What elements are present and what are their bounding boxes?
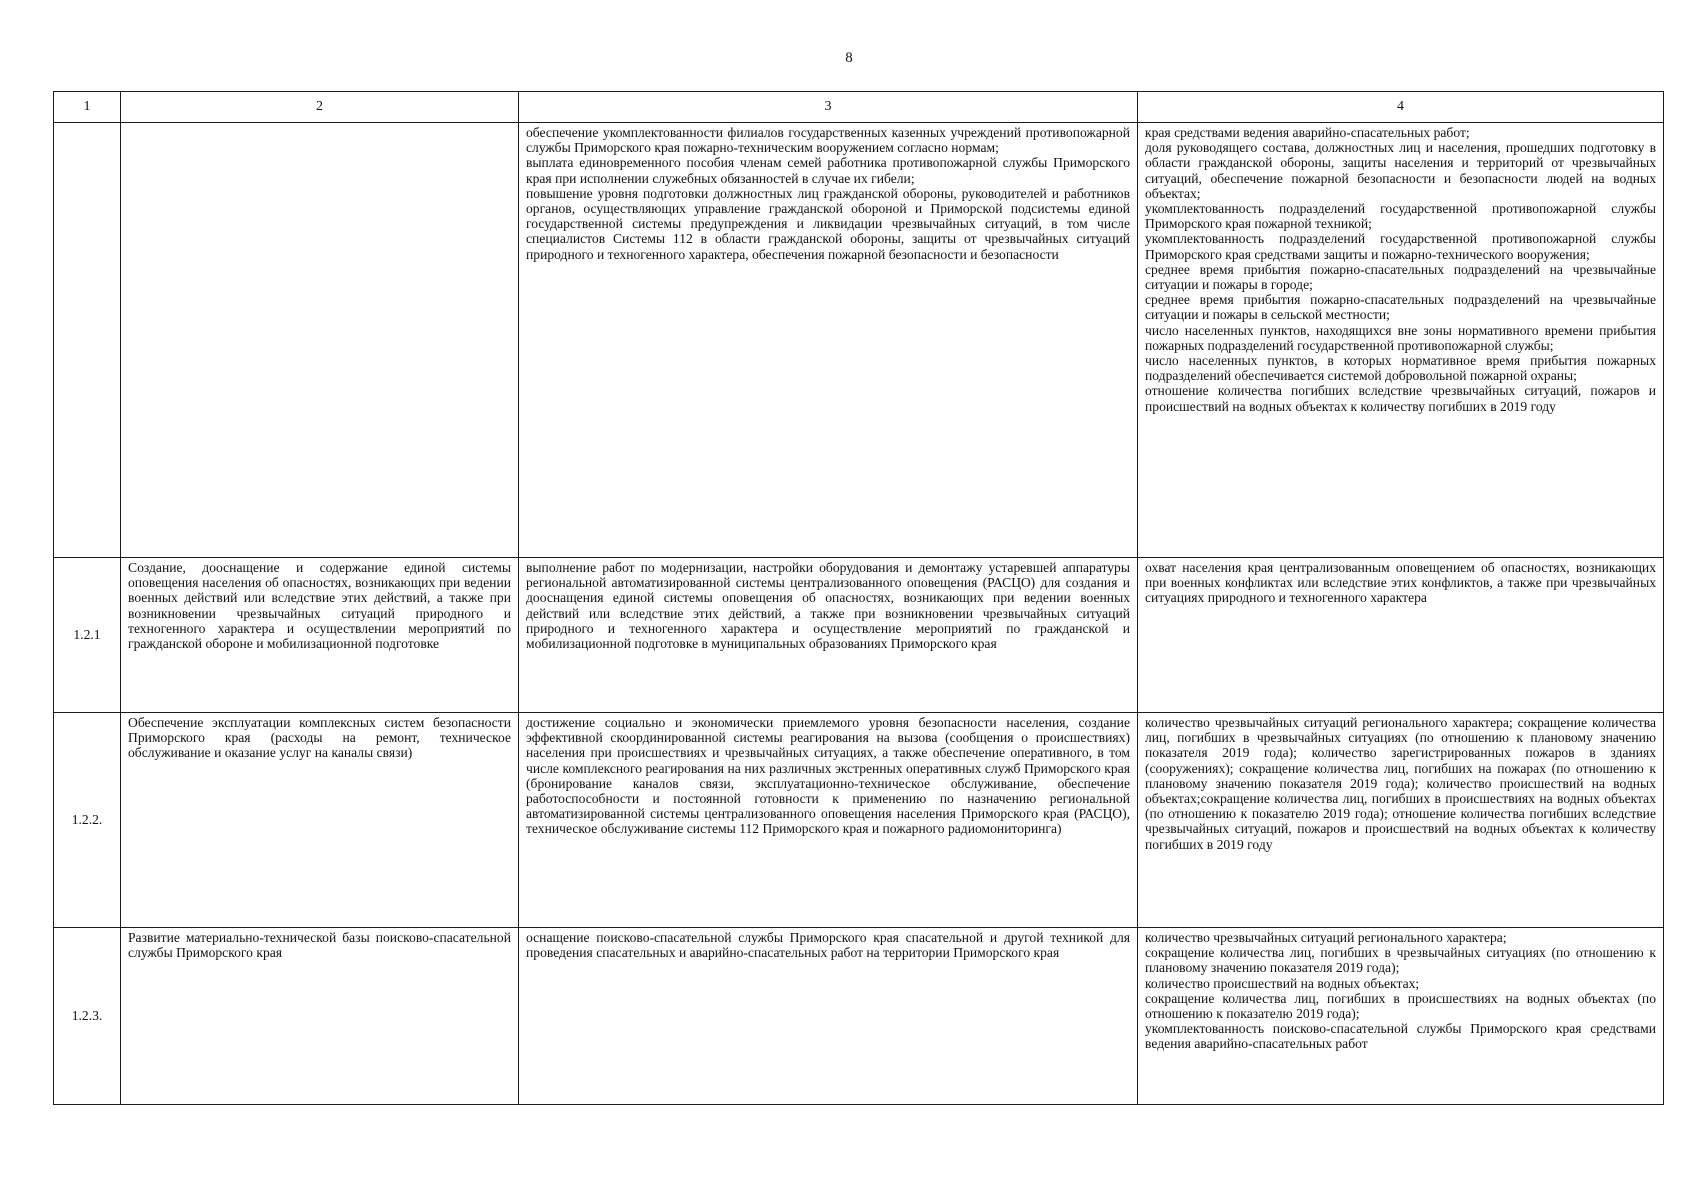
row-title-cell (121, 713, 519, 928)
activity-item: выплата единовременного пособия членам семей работника противопожарной службы Приморского края при исполнении служебных обязанностей в случае их гибели; (526, 155, 1130, 186)
row-activities-cell (519, 558, 1138, 713)
indicator-item: охват населения края централизованным оповещением об опасностях, возникающих при военных конфликтах или вследствие этих конфликтов, а также при чрезвычайных ситуациях природного и техногенного характера (1145, 560, 1656, 606)
row-title-cell (121, 928, 519, 1105)
indicator-item: укомплектованность подразделений государственной противопожарной службы Приморского края средствами защиты и пожарно-технического вооружения; (1145, 231, 1656, 262)
row-number (54, 123, 121, 558)
row-title-cell (121, 123, 519, 558)
program-table (53, 91, 1664, 1105)
indicator-item: количество происшествий на водных объектах; (1145, 975, 1420, 991)
row-activities-cell (519, 123, 1138, 558)
indicator-item: количество чрезвычайных ситуаций регионального характера; (1145, 930, 1507, 945)
indicator-item: число населенных пунктов, находящихся вне зоны нормативного времени прибытия пожарных подразделений государственной противопожарной службы; (1145, 322, 1656, 353)
activity-item: повышение уровня подготовки должностных лиц гражданской обороны, руководителей и работников органов, осуществляющих управление гражданской обороной и Приморской подсистемы единой государственной системы предупреждения и ликвидации чрезвычайных ситуаций, в том числе специалистов Системы 112 в области гражданской обороны, защиты от чрезвычайных ситуаций природного и техногенного характера, обеспечения пожарной безопасности и безопасности (526, 185, 1130, 262)
row-number: 1.2.3. (54, 928, 121, 1105)
indicator-item: число населенных пунктов, в которых нормативное время прибытия пожарных подразделений обеспечивается системой добровольной пожарной охраны; (1145, 353, 1656, 384)
page-number: 8 (845, 50, 853, 66)
header-col-3: 3 (519, 92, 1138, 123)
row-title-cell (121, 558, 519, 713)
table-row (54, 123, 1664, 558)
indicator-item: укомплектованность подразделений государственной противопожарной службы Приморского края пожарной техникой; (1145, 201, 1656, 232)
indicator-item: края средствами ведения аварийно-спасательных работ; (1145, 125, 1470, 140)
indicator-item: среднее время прибытия пожарно-спасательных подразделений на чрезвычайные ситуации и пожары в городе; (1145, 261, 1656, 293)
row-number: 1.2.1 (54, 558, 121, 713)
header-col-1: 1 (54, 92, 121, 123)
indicator-item: отношение количества погибших вследствие чрезвычайных ситуаций, пожаров и происшествий на водных объектах к количеству погибших в 2019 году (1145, 383, 1656, 414)
indicator-item: укомплектованность поисково-спасательной службы Приморского края средствами ведения аварийно-спасательных работ (1145, 1021, 1656, 1052)
row-indicators-cell (1138, 558, 1664, 713)
table-row (54, 713, 1664, 928)
row-number: 1.2.2. (54, 713, 121, 928)
row-indicators-cell (1138, 928, 1664, 1105)
table-row (54, 558, 1664, 713)
activity-item: обеспечение укомплектованности филиалов государственных казенных учреждений противопожарной службы Приморского края пожарно-техническим вооружением согласно нормам; (526, 125, 1130, 156)
row-indicators-cell (1138, 713, 1664, 928)
header-col-4: 4 (1138, 92, 1664, 123)
activity-item: достижение социально и экономически приемлемого уровня безопасности населения, создание эффективной скоординированной системы реагирования на вызова (сообщения о происшествиях) населения при происшествиях и чрезвычайных ситуациях, а также обеспечение оперативного, в том числе комплексного реагирования на них различных экстренных оперативных служб Приморского края (бронирование каналов связи, эксплуатационно-техническое обслуживание, обеспечение работоспособности и постоянной готовности к применению по назначению региональной автоматизированной системы централизованного оповещения населения Приморского края (РАСЦО), техническое обслуживание системы 112 Приморского края и пожарного радиомониторинга) (526, 715, 1130, 837)
indicator-item: количество чрезвычайных ситуаций регионального характера; сокращение количества лиц, погибших в чрезвычайных ситуациях (по отношению к плановому значению показателя 2019 года); количество зарегистрированных пожаров в зданиях (сооружениях); сокращение количества лиц, погибших на пожарах (по отношению к плановому значению показателя 2019 года); количество происшествий на водных объектах;сокращение количества лиц, погибших в происшествиях на водных объектах (по отношению к показателю 2019 года); отношение количества погибших вследствие чрезвычайных ситуаций, пожаров и происшествий на водных объектах к количеству погибших в 2019 году (1145, 715, 1656, 852)
indicator-item: доля руководящего состава, должностных лиц и населения, прошедших подготовку в области гражданской обороны, защиты населения и территорий от чрезвычайных ситуаций, обеспечение пожарной безопасности и безопасности людей на водных объектах; (1145, 140, 1656, 201)
row-title: Создание, дооснащение и содержание единой системы оповещения населения об опасностях, возникающих при ведении военных действий или вследствие этих действий, а также при возникновении чрезвычайных ситуаций природного и техногенного характера и осуществлении мероприятий по гражданской обороне и мобилизационной подготовке (128, 560, 511, 652)
table-row (54, 928, 1664, 1105)
header-row (54, 92, 1664, 123)
indicator-item: сокращение количества лиц, погибших в происшествиях на водных объектах (по отношению к показателю 2019 года); (1145, 990, 1656, 1022)
indicator-item: сокращение количества лиц, погибших в чрезвычайных ситуациях (по отношению к плановому значению показателя 2019 года); (1145, 945, 1656, 976)
row-title: Обеспечение эксплуатации комплексных систем безопасности Приморского края (расходы на ремонт, техническое обслуживание и оказание услуг на каналы связи) (128, 715, 511, 761)
row-activities-cell (519, 713, 1138, 928)
row-title: Развитие материально-технической базы поисково-спасательной службы Приморского края (128, 930, 511, 961)
activity-item: выполнение работ по модернизации, настройки оборудования и демонтажу устаревшей аппаратуры региональной автоматизированной системы централизованного оповещения (РАСЦО) для создания и дооснащения единой системы оповещения об опасностях, возникающих при ведении военных действий или вследствие этих действий, а также при возникновении чрезвычайных ситуаций природного и техногенного характера и осуществление мероприятий по гражданской и мобилизационной подготовке в муниципальных образованиях Приморского края (526, 560, 1130, 652)
row-indicators-cell (1138, 123, 1664, 558)
row-activities-cell (519, 928, 1138, 1105)
header-col-2: 2 (121, 92, 519, 123)
indicator-item: среднее время прибытия пожарно-спасательных подразделений на чрезвычайные ситуации и пожары в сельской местности; (1145, 292, 1656, 323)
activity-item: оснащение поисково-спасательной службы Приморского края спасательной и другой техникой для проведения спасательных и аварийно-спасательных работ на территории Приморского края (526, 930, 1130, 961)
